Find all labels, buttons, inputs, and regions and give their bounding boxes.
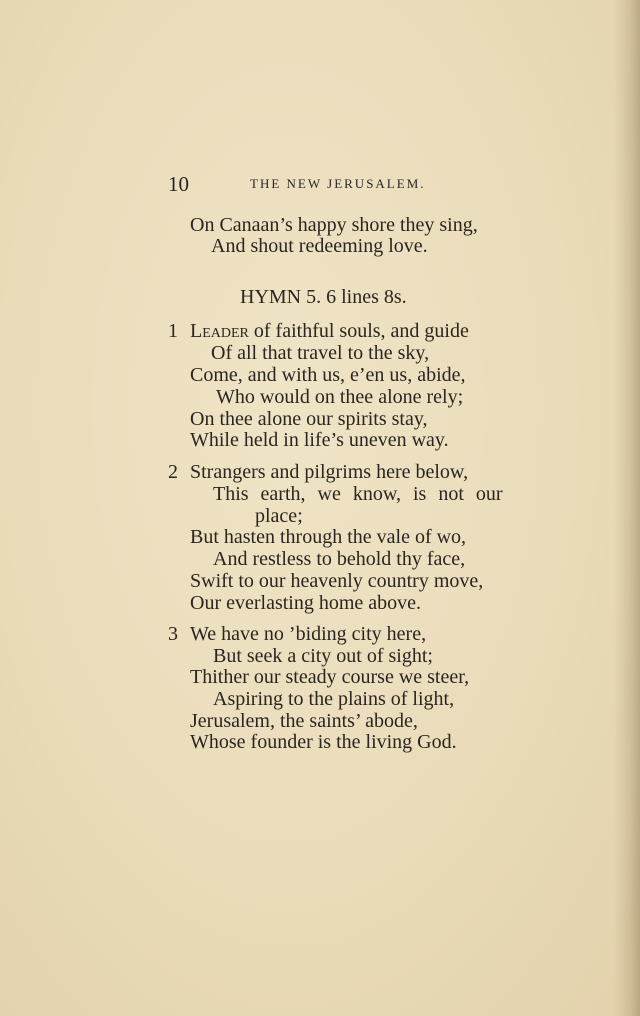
verse-line: Thither our steady course we steer,	[190, 666, 470, 688]
page-number: 10	[168, 172, 189, 196]
verse-line: Strangers and pilgrims here below,	[190, 461, 469, 483]
verse-line: Come, and with us, e’en us, abide,	[190, 364, 466, 386]
running-title: THE NEW JERUSALEM.	[250, 176, 426, 191]
verse-line: Whose founder is the living God.	[190, 731, 457, 753]
verse-line: This earth, we know, is not our	[213, 483, 503, 505]
verse-line: Swift to our heavenly country move,	[190, 570, 484, 592]
verse-first-line-rest: of faithful souls, and guide	[248, 320, 469, 342]
verse-line: Aspiring to the plains of light,	[213, 688, 455, 710]
verse-number: 1	[168, 320, 178, 342]
verse-number: 3	[168, 623, 178, 645]
verse-line: But seek a city out of sight;	[213, 645, 433, 667]
verse-line	[190, 320, 469, 342]
verse-line: But hasten through the vale of wo,	[190, 526, 467, 548]
verse-first-word: Leader	[190, 320, 249, 342]
verse-line: place;	[255, 505, 303, 527]
verse-number: 2	[168, 461, 178, 483]
page-gutter-shadow	[614, 0, 640, 1016]
verse-line: Of all that travel to the sky,	[211, 342, 430, 364]
running-head	[168, 172, 468, 196]
verse-line: We have no ’biding city here,	[190, 623, 427, 645]
verse-line: On thee alone our spirits stay,	[190, 408, 428, 430]
hymn-heading: HYMN 5. 6 lines 8s.	[240, 286, 407, 308]
verse-line: Our everlasting home above.	[190, 592, 422, 614]
verse-line: Jerusalem, the saints’ abode,	[190, 710, 418, 732]
verse-line: And restless to behold thy face,	[213, 548, 466, 570]
previous-hymn-line: And shout redeeming love.	[211, 235, 428, 257]
previous-hymn-line: On Canaan’s happy shore they sing,	[190, 214, 478, 236]
verse-line: Who would on thee alone rely;	[216, 386, 464, 408]
verse-line: While held in life’s uneven way.	[190, 429, 449, 451]
